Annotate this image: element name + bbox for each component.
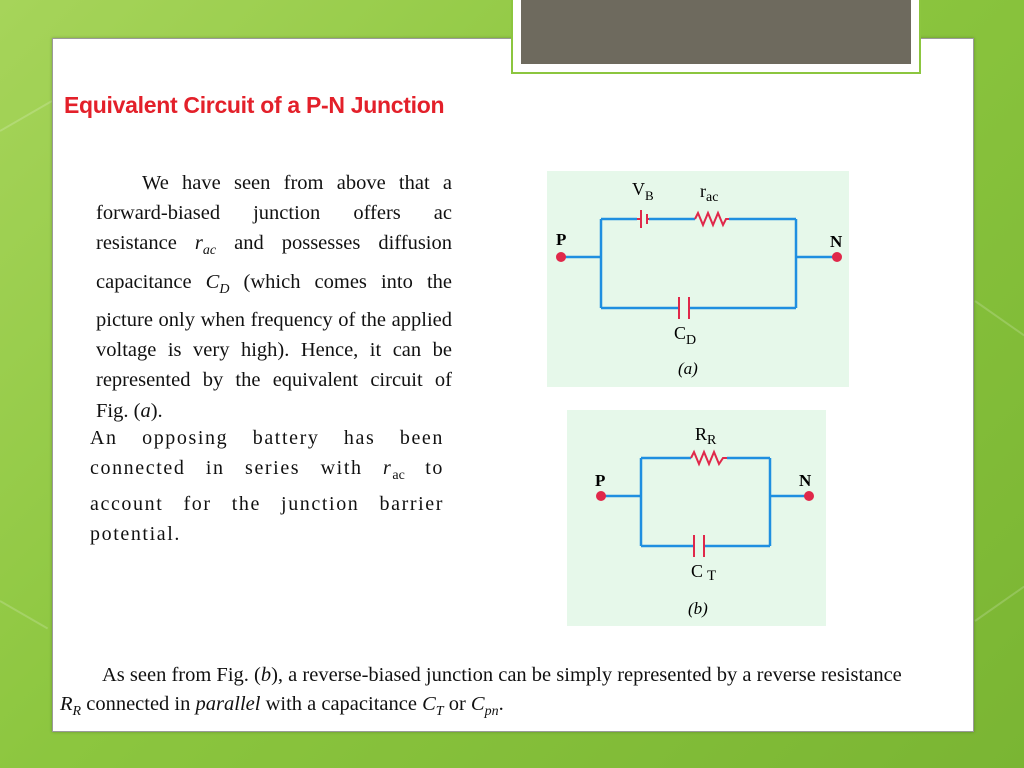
text-run: An opposing battery has been connected in series with bbox=[90, 427, 444, 479]
capacitor-ct bbox=[694, 535, 704, 557]
subscript-pn: pn bbox=[484, 704, 499, 720]
text-run: We have seen from above that a forward-biased junction offers ac resistance bbox=[96, 172, 452, 255]
text-run: As seen from Fig. ( bbox=[102, 664, 261, 686]
slide-heading: Equivalent Circuit of a P-N Junction bbox=[64, 92, 445, 118]
subscript-t: T bbox=[435, 704, 444, 720]
caption-a: (a) bbox=[678, 359, 698, 378]
symbol-c: C bbox=[470, 693, 485, 715]
figure-a bbox=[547, 171, 849, 387]
paragraph-reverse-bias bbox=[60, 661, 960, 726]
paragraph-opposing-battery bbox=[90, 424, 444, 549]
battery-vb bbox=[637, 210, 649, 228]
subscript-ac: ac bbox=[202, 243, 217, 259]
background-decoration bbox=[974, 586, 1024, 622]
subscript-d: D bbox=[219, 281, 230, 297]
label-vb: $V_B$ bbox=[632, 179, 654, 203]
title-bar bbox=[521, 0, 911, 64]
text-line bbox=[60, 661, 960, 690]
label-cd: $C_D$ bbox=[674, 323, 697, 348]
background-decoration bbox=[0, 100, 52, 132]
paragraph-forward-bias bbox=[96, 168, 452, 426]
symbol-c: C bbox=[422, 693, 436, 715]
symbol-c: C bbox=[205, 270, 220, 293]
text-run: and possesses diffusion capacitance bbox=[96, 232, 452, 293]
background-decoration bbox=[974, 300, 1024, 336]
resistor-rac bbox=[695, 213, 729, 225]
text-run: . bbox=[498, 693, 504, 715]
figure-ref-a: a bbox=[140, 399, 151, 422]
text-run: ). bbox=[150, 399, 163, 422]
terminal-p bbox=[596, 491, 606, 501]
wires-b bbox=[601, 458, 809, 546]
figure-ref-b: b bbox=[260, 664, 272, 686]
caption-b: (b) bbox=[688, 599, 708, 618]
title-placeholder bbox=[511, 0, 921, 74]
subscript-ac: ac bbox=[392, 467, 405, 483]
symbol-r: r bbox=[383, 456, 393, 479]
label-p: P bbox=[556, 230, 567, 249]
label-n: N bbox=[799, 471, 812, 490]
terminal-n bbox=[832, 252, 842, 262]
label-p: P bbox=[595, 471, 606, 490]
subscript-r: R bbox=[72, 704, 82, 720]
wires-a bbox=[561, 219, 837, 308]
text-run: connected in bbox=[81, 693, 196, 715]
label-n: N bbox=[830, 232, 843, 251]
word-parallel: parallel bbox=[195, 693, 261, 715]
figure-b bbox=[567, 410, 826, 626]
text-run: with a capacitance bbox=[260, 693, 423, 715]
circuit-b bbox=[567, 410, 826, 626]
symbol-r: r bbox=[194, 232, 203, 255]
text-run: to account for the junction barrier potential. bbox=[90, 456, 445, 545]
terminal-p bbox=[556, 252, 566, 262]
text-run: ), a reverse-biased junction can be simply represented by a reverse resistance bbox=[271, 664, 902, 686]
resistor-rr bbox=[691, 452, 727, 464]
background-decoration bbox=[0, 600, 48, 629]
capacitor-cd bbox=[679, 297, 689, 319]
text-run: or bbox=[443, 693, 471, 715]
symbol-r: R bbox=[60, 693, 73, 715]
label-rac: $r_{ac}$ bbox=[700, 181, 719, 205]
text-run: (which comes into the picture only when frequency of the applied voltage is very high). Hence, it can be represented by the equivalent circuit of Fig. ( bbox=[96, 270, 452, 422]
terminal-n bbox=[804, 491, 814, 501]
label-rr: $R_R$ bbox=[695, 424, 717, 448]
circuit-a bbox=[547, 171, 849, 387]
label-ct: C T bbox=[691, 561, 717, 584]
